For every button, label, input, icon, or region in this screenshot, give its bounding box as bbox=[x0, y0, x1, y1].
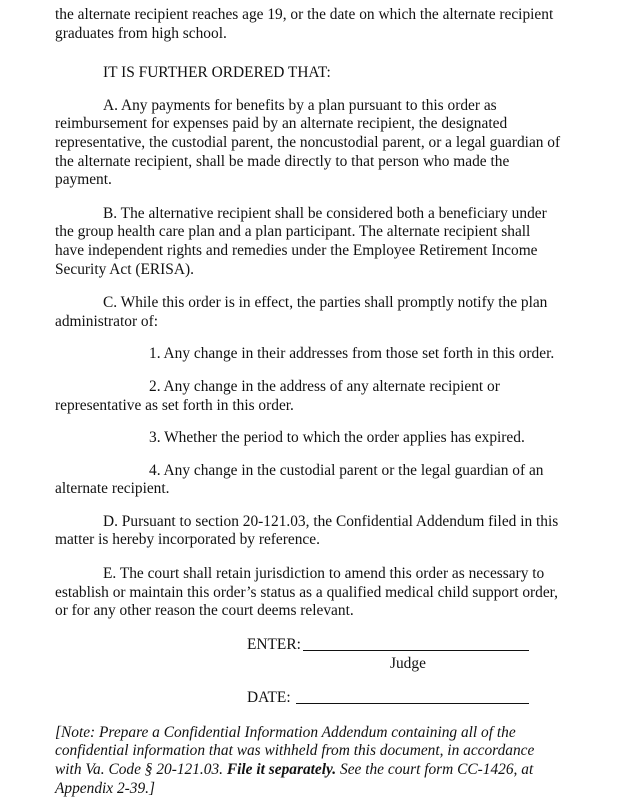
enter-signature-line bbox=[303, 650, 529, 651]
list-item-4-line2: alternate recipient. bbox=[55, 480, 170, 498]
list-item-2-line2: representative as set forth in this order. bbox=[55, 396, 294, 414]
list-item-2 bbox=[55, 378, 603, 415]
enter-label: ENTER: bbox=[247, 635, 301, 653]
judge-label: Judge bbox=[390, 654, 426, 672]
note-text-part2: See the court form CC-1426, at Appendix 2-39.] bbox=[55, 761, 534, 797]
further-ordered-heading: IT IS FURTHER ORDERED THAT: bbox=[103, 64, 331, 82]
enter-signature-row bbox=[55, 636, 603, 655]
paragraph-c: C. While this order is in effect, the parties shall promptly notify the plan administrator of: bbox=[55, 294, 548, 330]
note-text-part1: [Note: Prepare a Confidential Information Addendum containing all of the confidential information that was withheld from this document, in accordance with Va. Code § 20-121.03. bbox=[55, 723, 535, 779]
list-item-2-line1: 2. Any change in the address of any alternate recipient or bbox=[149, 377, 500, 395]
note-bold-text: File it separately. bbox=[226, 761, 337, 779]
paragraph-b: B. The alternative recipient shall be considered both a beneficiary under the group health care plan and a plan participant. The alternate recipient shall have independent rights and remedies under the Employee Retirement Income Security Act (ERISA). bbox=[55, 204, 547, 278]
list-item-4-line1: 4. Any change in the custodial parent or the legal guardian of an bbox=[149, 461, 544, 479]
confidential-note bbox=[55, 724, 603, 798]
paragraph-d: D. Pursuant to section 20-121.03, the Confidential Addendum filed in this matter is hereby incorporated by reference. bbox=[55, 512, 559, 549]
date-line bbox=[296, 703, 529, 704]
list-item-3: 3. Whether the period to which the order applies has expired. bbox=[149, 429, 525, 447]
paragraph-a: A. Any payments for benefits by a plan pursuant to this order as reimbursement for expenses paid by an alternate recipient, the designated representative, the custodial parent, the noncustodial parent, or a legal guardian of the alternate recipient, shall be made directly to that person who made the payment. bbox=[55, 96, 561, 189]
paragraph-e: E. The court shall retain jurisdiction to amend this order as necessary to establish or maintain this order’s status as a qualified medical child support order, or for any other reason the court deems relevant. bbox=[55, 565, 559, 620]
intro-paragraph: the alternate recipient reaches age 19, or the date on which the alternate recipient graduates from high school. bbox=[55, 6, 554, 42]
list-item-4 bbox=[55, 462, 603, 499]
list-item-1: 1. Any change in their addresses from those set forth in this order. bbox=[149, 345, 555, 363]
date-label: DATE: bbox=[247, 688, 291, 706]
date-row bbox=[55, 689, 603, 708]
judge-caption-row bbox=[55, 655, 603, 674]
document-page bbox=[55, 6, 603, 798]
